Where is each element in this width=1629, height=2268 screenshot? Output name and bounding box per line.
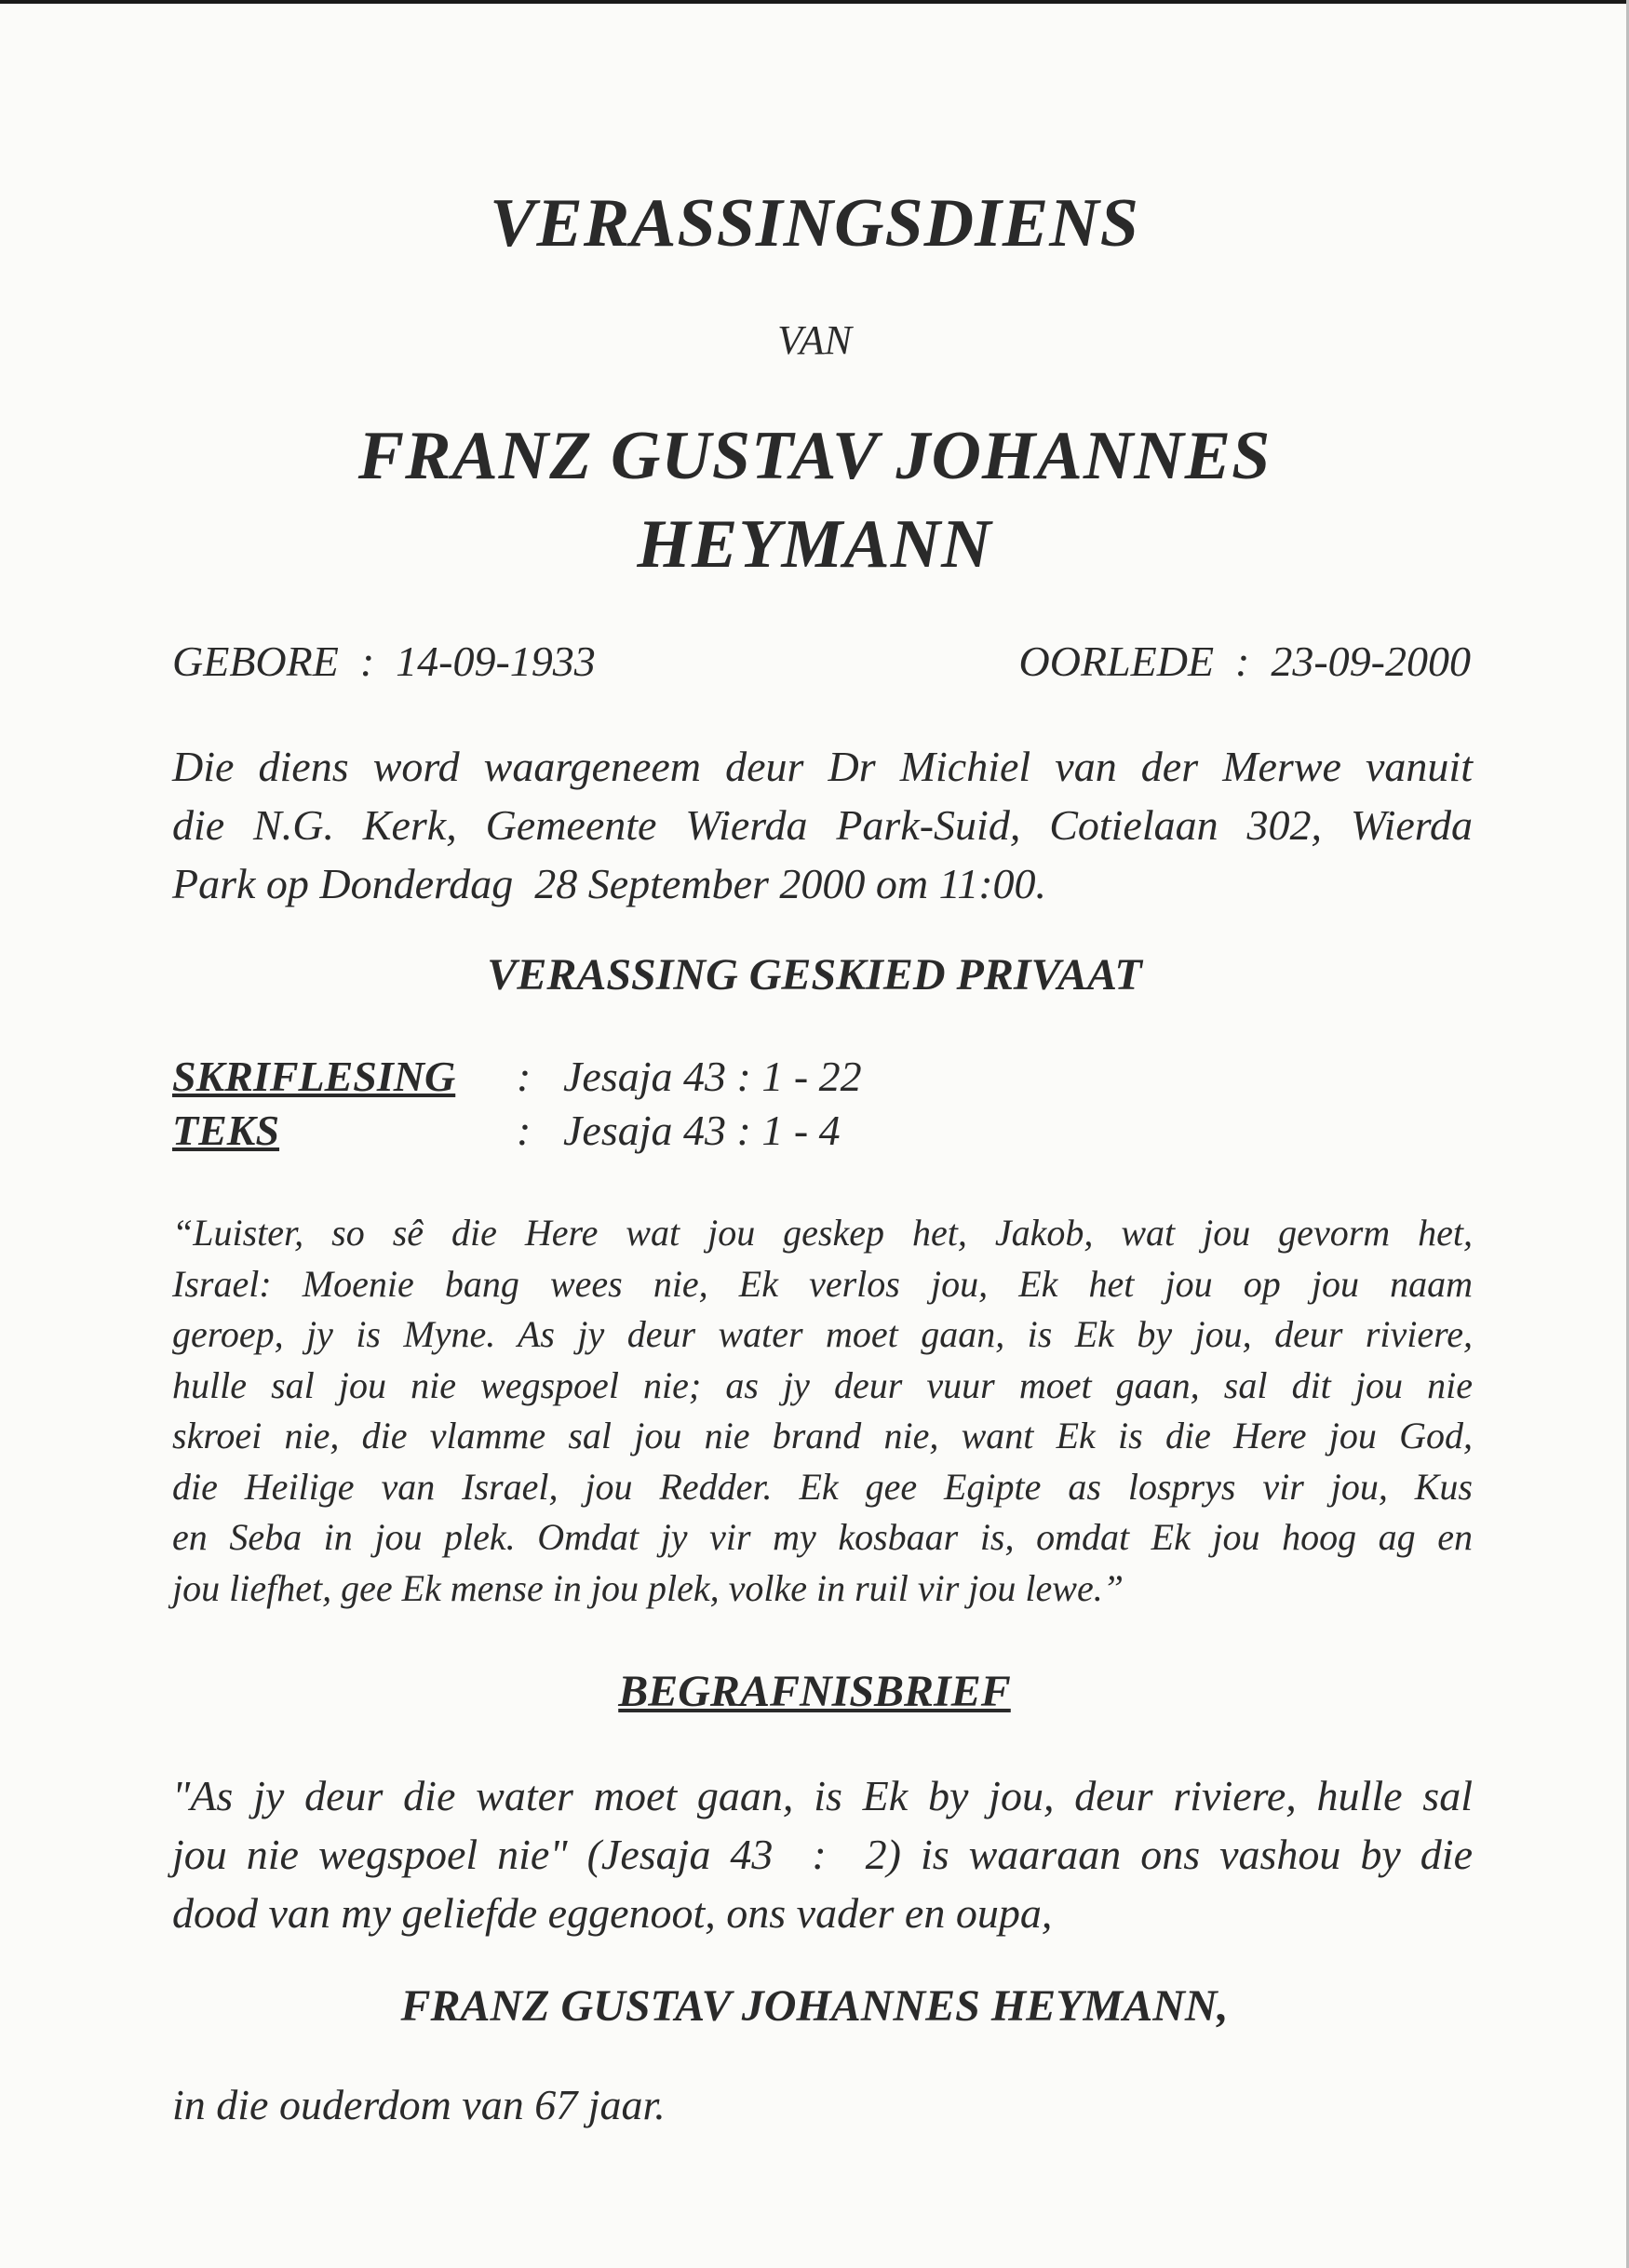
deceased-name-line-1: FRANZ GUSTAV JOHANNES [357,418,1272,494]
quote-line: jou liefhet, gee Ek mense in jou plek, volke in ruil vir jou lewe.” [172,1566,1124,1609]
quote-line: geroep, jy is Myne. As jy deur water moet gaan, is Ek by jou, deur riviere, [172,1313,1473,1355]
age-line: in die ouderdom van 67 jaar. [172,2081,666,2128]
letter-line: jou nie wegspoel nie" (Jesaja 43 : 2) is waaraan ons vashou by die [172,1831,1473,1878]
title-van: VAN [777,317,852,363]
text-value: Jesaja 43 : 1 - 4 [563,1107,841,1154]
letter-line: dood van my geliefde eggenoot, ons vader en oupa, [172,1889,1053,1937]
scan-edge-top [0,0,1629,4]
scripture-reading-label: SKRIFLESING [172,1053,456,1100]
separator: : [517,1107,532,1154]
funeral-letter-title: BEGRAFNISBRIEF [618,1667,1011,1716]
quote-line: hulle sal jou nie wegspoel nie; as jy deur vuur moet gaan, sal dit jou nie [172,1363,1473,1406]
service-details [172,737,1473,913]
text-label: TEKS [172,1107,280,1154]
scripture-reading-value: Jesaja 43 : 1 - 22 [563,1053,862,1100]
service-line: Die diens word waargeneem deur Dr Michiel van der Merwe vanuit [172,743,1473,790]
deceased-full-name: FRANZ GUSTAV JOHANNES HEYMANN, [400,1981,1229,2031]
scripture-quote [172,1208,1473,1614]
service-line: Park op Donderdag 28 September 2000 om 11:00. [172,860,1047,907]
dates-row [172,637,1471,686]
deceased-name-line-2: HEYMANN [637,506,992,583]
document-title: VERASSINGSDIENS [490,185,1139,262]
quote-line: skroei nie, die vlamme sal jou nie brand nie, want Ek is die Here jou God, [172,1415,1473,1456]
quote-line: “Luister, so sê die Here wat jou geskep het, Jakob, wat jou gevorm het, [172,1212,1473,1254]
separator: : [517,1053,532,1100]
quote-line: die Heilige van Israel, jou Redder. Ek gee Egipte as losprys vir jou, Kus [172,1465,1473,1508]
service-line: die N.G. Kerk, Gemeente Wierda Park-Suid, Cotielaan 302, Wierda [172,801,1473,849]
birth-date: GEBORE : 14-09-1933 [172,637,596,685]
private-cremation-note: VERASSING GESKIED PRIVAAT [487,950,1142,1000]
funeral-letter [172,1766,1473,1942]
death-date: OORLEDE : 23-09-2000 [1018,637,1471,685]
quote-line: Israel: Moenie bang wees nie, Ek verlos jou, Ek het jou op jou naam [172,1262,1473,1305]
letter-line: "As jy deur die water moet gaan, is Ek by jou, deur riviere, hulle sal [172,1772,1473,1819]
quote-line: en Seba in jou plek. Omdat jy vir my kosbaar is, omdat Ek jou hoog ag en [172,1516,1473,1558]
